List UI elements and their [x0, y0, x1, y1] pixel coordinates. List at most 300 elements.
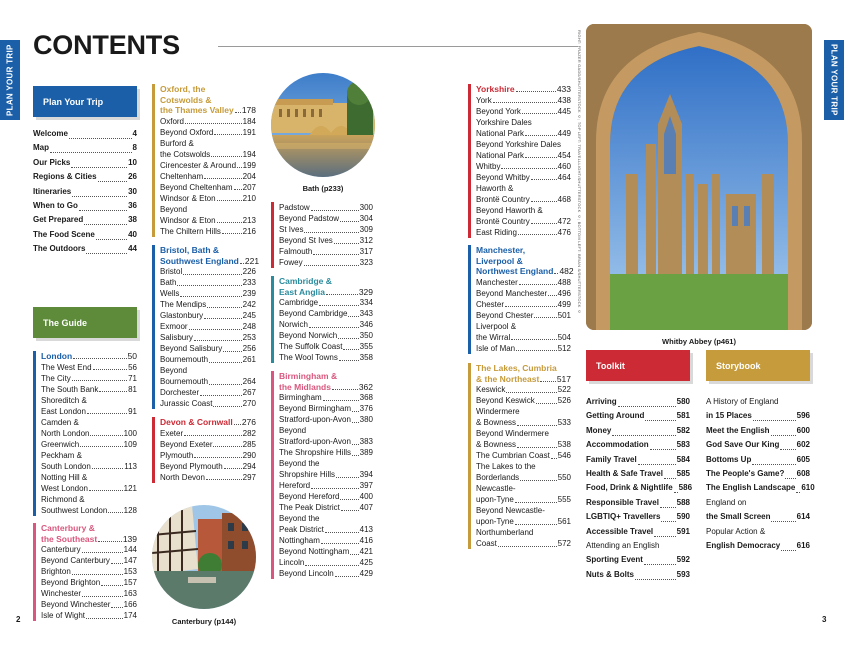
- toc-entry[interactable]: [279, 524, 373, 535]
- toc-entry[interactable]: [476, 299, 571, 310]
- toc-entry[interactable]: [586, 409, 690, 423]
- section-title-page: 276: [241, 417, 256, 427]
- toc-entry[interactable]: [706, 409, 810, 423]
- entry-page: 596: [796, 411, 810, 421]
- toc-entry[interactable]: [279, 535, 373, 546]
- toc-entry[interactable]: [41, 373, 137, 384]
- toc-entry[interactable]: [41, 461, 137, 472]
- toc-entry[interactable]: [586, 553, 690, 567]
- toc-entry[interactable]: [160, 149, 256, 160]
- toc-entry[interactable]: [279, 257, 373, 268]
- toc-entry[interactable]: [279, 414, 373, 425]
- section-canterbury: [33, 523, 137, 621]
- bath-photo: [271, 73, 375, 177]
- entry-page: 144: [123, 545, 137, 554]
- toc-entry[interactable]: [586, 481, 693, 495]
- entry-title: Getting Around: [586, 411, 645, 421]
- entry-page: 343: [359, 309, 373, 318]
- toc-entry[interactable]: [33, 199, 137, 213]
- entry-page: 407: [359, 503, 373, 512]
- entry-page: 248: [242, 322, 256, 331]
- leader-dots: [340, 499, 358, 500]
- leader-dots: [311, 488, 359, 489]
- entry-title: Lincoln: [279, 558, 305, 567]
- leader-dots: [222, 233, 242, 234]
- entry-page: 468: [557, 194, 571, 204]
- toc-entry[interactable]: [160, 277, 256, 288]
- entry-page: 538: [557, 440, 571, 449]
- toc-entry[interactable]: [41, 544, 137, 555]
- entry-page: 242: [242, 300, 256, 309]
- leader-dots: [654, 536, 675, 537]
- entry-title: Jurassic Coast: [160, 399, 213, 408]
- leader-dots: [72, 574, 123, 575]
- toc-entry[interactable]: [476, 395, 571, 406]
- toc-entry[interactable]: [41, 599, 137, 610]
- section-lakes: [468, 363, 571, 549]
- entry-title: the Cotswolds: [160, 149, 211, 159]
- toc-entry[interactable]: [41, 588, 137, 599]
- toolkit-header[interactable]: Toolkit: [586, 350, 690, 381]
- entry-title: Beyond Canterbury: [41, 556, 110, 565]
- toc-entry[interactable]: [476, 538, 571, 549]
- toc-entry[interactable]: [279, 224, 373, 235]
- toc-entry[interactable]: [41, 483, 137, 494]
- toc-entry[interactable]: [160, 439, 256, 450]
- toc-entry[interactable]: [279, 502, 373, 513]
- toc-entry[interactable]: [160, 398, 256, 409]
- leader-dots: [350, 554, 358, 555]
- toc-entry[interactable]: [586, 395, 690, 409]
- entry-page: 44: [128, 244, 137, 254]
- entry-title: Beyond Nottingham: [279, 547, 350, 556]
- leader-dots: [213, 406, 241, 407]
- toc-entry[interactable]: [279, 447, 373, 458]
- leader-dots: [501, 168, 556, 169]
- toc-entry[interactable]: [586, 568, 690, 582]
- leader-dots: [73, 358, 126, 359]
- leader-dots: [325, 532, 359, 533]
- toc-entry[interactable]: [279, 341, 373, 352]
- section-title-line: Manchester,: [476, 245, 526, 255]
- page-number-right: 3: [822, 615, 827, 624]
- toc-entry[interactable]: [33, 127, 137, 141]
- toc-entry-continued: Attending an English: [586, 541, 660, 551]
- entry-page: 216: [242, 226, 256, 236]
- section-title-line: Bristol, Bath &: [160, 245, 220, 255]
- entry-page: 38: [128, 215, 137, 225]
- toc-entry[interactable]: [476, 172, 571, 183]
- leader-dots: [516, 350, 557, 351]
- toc-entry[interactable]: [160, 472, 256, 483]
- leader-dots: [304, 232, 358, 233]
- toc-entry[interactable]: [476, 161, 571, 172]
- toc-entry[interactable]: [279, 330, 373, 341]
- leader-dots: [781, 550, 795, 551]
- entry-page: 147: [123, 556, 137, 565]
- toc-entry[interactable]: [160, 299, 256, 310]
- entry-page: 605: [796, 454, 810, 464]
- toc-entry[interactable]: [476, 332, 571, 343]
- entry-page: 610: [801, 483, 815, 493]
- entry-page: 290: [242, 450, 256, 460]
- toc-entry[interactable]: [476, 472, 571, 483]
- toc-entry[interactable]: [160, 226, 256, 237]
- section-title-page: 329: [358, 286, 373, 297]
- entry-title: Beyond Brighton: [41, 578, 101, 587]
- entry-page: 285: [242, 439, 256, 449]
- leader-dots: [240, 263, 244, 264]
- toc-entry[interactable]: [279, 392, 373, 403]
- toc-entry[interactable]: [33, 185, 137, 199]
- entry-title: The Suffolk Coast: [279, 342, 343, 351]
- toc-entry[interactable]: [476, 227, 571, 238]
- section-title-line: Cambridge &: [279, 276, 332, 286]
- entry-page: 416: [359, 536, 373, 545]
- leader-dots: [511, 339, 556, 340]
- toc-entry[interactable]: [160, 376, 256, 387]
- leader-dots: [180, 296, 241, 297]
- entry-title: Falmouth: [279, 247, 313, 256]
- entry-page: 561: [557, 517, 571, 526]
- section-title-page: 517: [556, 373, 571, 384]
- toc-entry[interactable]: [160, 127, 256, 138]
- entry-page: 472: [557, 216, 571, 226]
- toc-entry[interactable]: [160, 215, 256, 226]
- entry-title: Chester: [476, 299, 505, 309]
- leader-dots: [237, 167, 242, 168]
- entry-page: 312: [359, 236, 373, 245]
- entry-page: 580: [676, 397, 690, 406]
- leader-dots: [234, 424, 241, 425]
- toc-entry[interactable]: [476, 494, 571, 505]
- toc-entry[interactable]: [476, 343, 571, 354]
- toc-entry[interactable]: [706, 438, 810, 452]
- toc-entry[interactable]: [476, 288, 571, 299]
- entry-page: 253: [242, 333, 256, 342]
- leader-dots: [334, 243, 359, 244]
- entry-title: Bournemouth: [160, 377, 209, 386]
- toc-entry[interactable]: [476, 417, 571, 428]
- toc-entry[interactable]: [160, 343, 256, 354]
- entry-page: 583: [676, 440, 690, 450]
- toc-entry[interactable]: [160, 450, 256, 461]
- entry-title: Beyond Exeter: [160, 439, 213, 449]
- entry-page: 163: [123, 589, 137, 598]
- entry-page: 496: [557, 288, 571, 298]
- entry-title: Isle of Wight: [41, 611, 86, 620]
- entry-page: 81: [128, 384, 137, 394]
- toc-entry[interactable]: [476, 516, 571, 527]
- entry-page: 421: [359, 547, 373, 556]
- leader-dots: [185, 123, 242, 124]
- section-title[interactable]: [160, 105, 256, 116]
- leader-dots: [785, 478, 795, 479]
- toc-entry[interactable]: [586, 424, 690, 438]
- leader-dots: [80, 446, 122, 447]
- toc-entry[interactable]: [706, 481, 815, 495]
- toc-entry[interactable]: [476, 450, 571, 461]
- entry-title: Glastonbury: [160, 311, 204, 320]
- entry-page: 397: [359, 481, 373, 490]
- toc-entry[interactable]: [279, 568, 373, 579]
- leader-dots: [82, 552, 123, 553]
- toc-entry[interactable]: [160, 160, 256, 171]
- toc-entry[interactable]: [476, 95, 571, 106]
- entry-page: 267: [242, 388, 256, 397]
- entry-title: East Riding: [476, 227, 517, 237]
- toc-entry[interactable]: [160, 332, 256, 343]
- entry-page: 350: [359, 331, 373, 340]
- entry-title: Cambridge: [279, 298, 319, 307]
- the-guide-header[interactable]: The Guide: [33, 307, 137, 338]
- section-title-page: 50: [127, 351, 137, 361]
- side-tab-right: PLAN YOUR TRIP: [824, 40, 844, 120]
- toc-entry[interactable]: [41, 406, 137, 417]
- toc-entry[interactable]: [160, 193, 256, 204]
- leader-dots: [89, 490, 123, 491]
- toc-entry[interactable]: [279, 235, 373, 246]
- entry-page: 512: [557, 343, 571, 353]
- leader-dots: [341, 510, 359, 511]
- leader-dots: [771, 521, 795, 522]
- entry-page: 184: [242, 116, 256, 126]
- entry-page: 226: [242, 267, 256, 276]
- entry-title: The City: [41, 373, 71, 383]
- toc-entry[interactable]: [33, 156, 137, 170]
- toc-entry[interactable]: [279, 297, 373, 308]
- toc-entry-continued: Beyond Haworth &: [476, 205, 543, 215]
- entry-title: Accessible Travel: [586, 526, 654, 536]
- toc-entry[interactable]: [476, 439, 571, 450]
- section-title[interactable]: [476, 84, 571, 95]
- toc-entry[interactable]: [476, 310, 571, 321]
- entry-title: Birmingham: [279, 393, 322, 402]
- entry-title: Cirencester & Around: [160, 160, 237, 170]
- toc-entry[interactable]: [33, 242, 137, 256]
- entry-title: Beyond Birmingham: [279, 404, 352, 413]
- toc-entry[interactable]: [160, 354, 256, 365]
- toc-entry[interactable]: [476, 216, 571, 227]
- leader-dots: [518, 234, 557, 235]
- leader-dots: [506, 392, 556, 393]
- entry-title: Salisbury: [160, 333, 193, 342]
- toc-entry[interactable]: [476, 150, 571, 161]
- section-title[interactable]: [279, 382, 373, 393]
- section-title-page: 178: [241, 105, 256, 115]
- toc-entry[interactable]: [160, 428, 256, 439]
- toc-entry[interactable]: [160, 387, 256, 398]
- toc-entry[interactable]: [41, 566, 137, 577]
- entry-title: North Devon: [160, 472, 205, 482]
- entry-page: 174: [123, 611, 137, 620]
- section-padstow: [271, 202, 373, 268]
- entry-title: Windsor & Eton: [160, 215, 216, 225]
- entry-title: the Small Screen: [706, 512, 771, 522]
- toc-entry[interactable]: [279, 246, 373, 257]
- leader-dots: [204, 318, 242, 319]
- toc-entry[interactable]: [279, 436, 373, 447]
- toc-entry[interactable]: [33, 170, 137, 184]
- toc-entry[interactable]: [279, 557, 373, 568]
- section-title-text: Southwest England: [160, 255, 239, 266]
- entry-title: Bristol: [160, 267, 183, 276]
- section-title-text: Devon & Cornwall: [160, 417, 233, 427]
- leader-dots: [86, 618, 123, 619]
- section-title[interactable]: [41, 351, 137, 362]
- entry-page: 438: [557, 95, 571, 105]
- toc-entry[interactable]: [476, 277, 571, 288]
- leader-dots: [217, 222, 242, 223]
- toc-entry[interactable]: [706, 453, 810, 467]
- toc-entry[interactable]: [41, 577, 137, 588]
- toc-entry[interactable]: [279, 491, 373, 502]
- toc-entry[interactable]: [706, 467, 810, 481]
- entry-page: 270: [242, 399, 256, 408]
- leader-dots: [338, 338, 358, 339]
- toc-entry[interactable]: [33, 213, 137, 227]
- leader-dots: [517, 447, 557, 448]
- entry-page: 400: [359, 492, 373, 501]
- toc-entry[interactable]: [279, 480, 373, 491]
- toc-entry[interactable]: [41, 505, 137, 516]
- toc-entry[interactable]: [586, 510, 690, 524]
- entry-title: South London: [41, 461, 91, 471]
- toc-entry[interactable]: [279, 319, 373, 330]
- entry-page: 358: [359, 353, 373, 362]
- toc-entry-continued: Beyond: [160, 204, 188, 214]
- toc-entry[interactable]: [586, 467, 690, 481]
- section-title[interactable]: [476, 266, 574, 277]
- entry-title: God Save Our King: [706, 440, 780, 450]
- toc-entry[interactable]: [586, 496, 690, 510]
- leader-dots: [635, 579, 676, 580]
- entry-title: Beyond Oxford: [160, 127, 214, 137]
- plan-your-trip-header[interactable]: Plan Your Trip: [33, 86, 137, 117]
- entry-page: 191: [242, 127, 256, 137]
- toc-entry[interactable]: [279, 352, 373, 363]
- entry-title: Beyond Padstow: [279, 214, 340, 223]
- canterbury-caption: Canterbury (p144): [171, 617, 237, 626]
- entry-title: National Park: [476, 150, 525, 160]
- entry-title: Meet the English: [706, 425, 770, 435]
- toc-entry[interactable]: [41, 555, 137, 566]
- toc-entry-continued: Burford &: [160, 138, 194, 148]
- entry-page: 26: [128, 172, 137, 182]
- leader-dots: [101, 585, 122, 586]
- section-title[interactable]: [476, 374, 571, 385]
- toc-entry[interactable]: [706, 539, 810, 553]
- entry-page: 476: [557, 227, 571, 237]
- entry-title: York: [476, 95, 492, 105]
- toc-entry[interactable]: [160, 171, 256, 182]
- toc-entry[interactable]: [160, 461, 256, 472]
- entry-title: When to Go: [33, 201, 78, 211]
- leader-dots: [352, 422, 359, 423]
- entry-page: 194: [242, 149, 256, 159]
- section-title[interactable]: [160, 255, 260, 267]
- entry-page: 346: [359, 320, 373, 329]
- storybook-header[interactable]: Storybook: [706, 350, 810, 381]
- toc-entry[interactable]: [160, 116, 256, 127]
- entry-page: 4: [132, 129, 137, 138]
- entry-title: Food, Drink & Nightlife: [586, 483, 673, 493]
- toc-entry[interactable]: [586, 438, 690, 452]
- entry-page: 608: [796, 469, 810, 479]
- toc-entry[interactable]: [476, 106, 571, 117]
- toc-entry[interactable]: [41, 610, 137, 621]
- entry-title: Plymouth: [160, 450, 194, 460]
- toc-entry[interactable]: [279, 469, 373, 480]
- entry-title: North London: [41, 428, 90, 438]
- photo-credit: RIGHT: FRAZER GADD/SHUTTERSTOCK ©; TOP LEFT: TRAVELLLIGHT/SHUTTERSTOCK ©; BOTTOM LEFT: BRIAN S/SHUTTERSTOCK ©: [577, 30, 582, 315]
- section-title[interactable]: [160, 417, 256, 428]
- section-title[interactable]: [41, 534, 137, 545]
- leader-dots: [183, 274, 241, 275]
- toc-entry[interactable]: [279, 202, 373, 213]
- toc-entry-continued: Windermere: [476, 407, 520, 416]
- entry-title: Map: [33, 143, 49, 153]
- toc-entry[interactable]: [586, 525, 690, 539]
- toc-entry[interactable]: [33, 228, 137, 242]
- entry-page: 533: [557, 418, 571, 427]
- toc-entry[interactable]: [160, 310, 256, 321]
- section-title[interactable]: [279, 287, 373, 298]
- entry-page: 304: [359, 214, 373, 223]
- entry-page: 297: [242, 472, 256, 482]
- toc-entry[interactable]: [279, 213, 373, 224]
- leader-dots: [638, 464, 676, 465]
- toc-entry[interactable]: [160, 321, 256, 332]
- toc-entry[interactable]: [476, 384, 571, 395]
- leader-dots: [98, 181, 128, 182]
- toc-entry[interactable]: [41, 362, 137, 373]
- leader-dots: [204, 178, 242, 179]
- entry-page: 300: [359, 203, 373, 212]
- toc-entry[interactable]: [160, 182, 256, 193]
- entry-title: Family Travel: [586, 454, 637, 464]
- toc-entry-continued: Camden &: [41, 417, 79, 427]
- entry-page: 153: [123, 567, 137, 576]
- toc-entry[interactable]: [476, 194, 571, 205]
- toc-entry[interactable]: [160, 288, 256, 299]
- toc-entry[interactable]: [279, 308, 373, 319]
- entry-title: Greenwich: [41, 439, 80, 449]
- leader-dots: [313, 254, 358, 255]
- toc-entry[interactable]: [41, 384, 137, 395]
- entry-title: The South Bank: [41, 384, 99, 394]
- leader-dots: [224, 468, 242, 469]
- toc-entry[interactable]: [706, 424, 810, 438]
- toc-entry[interactable]: [586, 453, 690, 467]
- toc-entry[interactable]: [706, 510, 810, 524]
- leader-dots: [752, 464, 795, 465]
- leader-dots: [79, 210, 127, 211]
- leader-dots: [505, 306, 557, 307]
- leader-dots: [223, 351, 241, 352]
- toc-entry[interactable]: [41, 439, 137, 450]
- toc-entry[interactable]: [279, 546, 373, 557]
- toc-entry[interactable]: [279, 403, 373, 414]
- entry-page: 334: [359, 298, 373, 307]
- toc-entry[interactable]: [41, 428, 137, 439]
- toc-entry[interactable]: [33, 141, 137, 155]
- section-title-text: London: [41, 351, 73, 361]
- toc-entry[interactable]: [160, 266, 256, 277]
- entry-page: 239: [242, 289, 256, 298]
- toc-entry[interactable]: [476, 128, 571, 139]
- entry-title: Nuts & Bolts: [586, 569, 634, 579]
